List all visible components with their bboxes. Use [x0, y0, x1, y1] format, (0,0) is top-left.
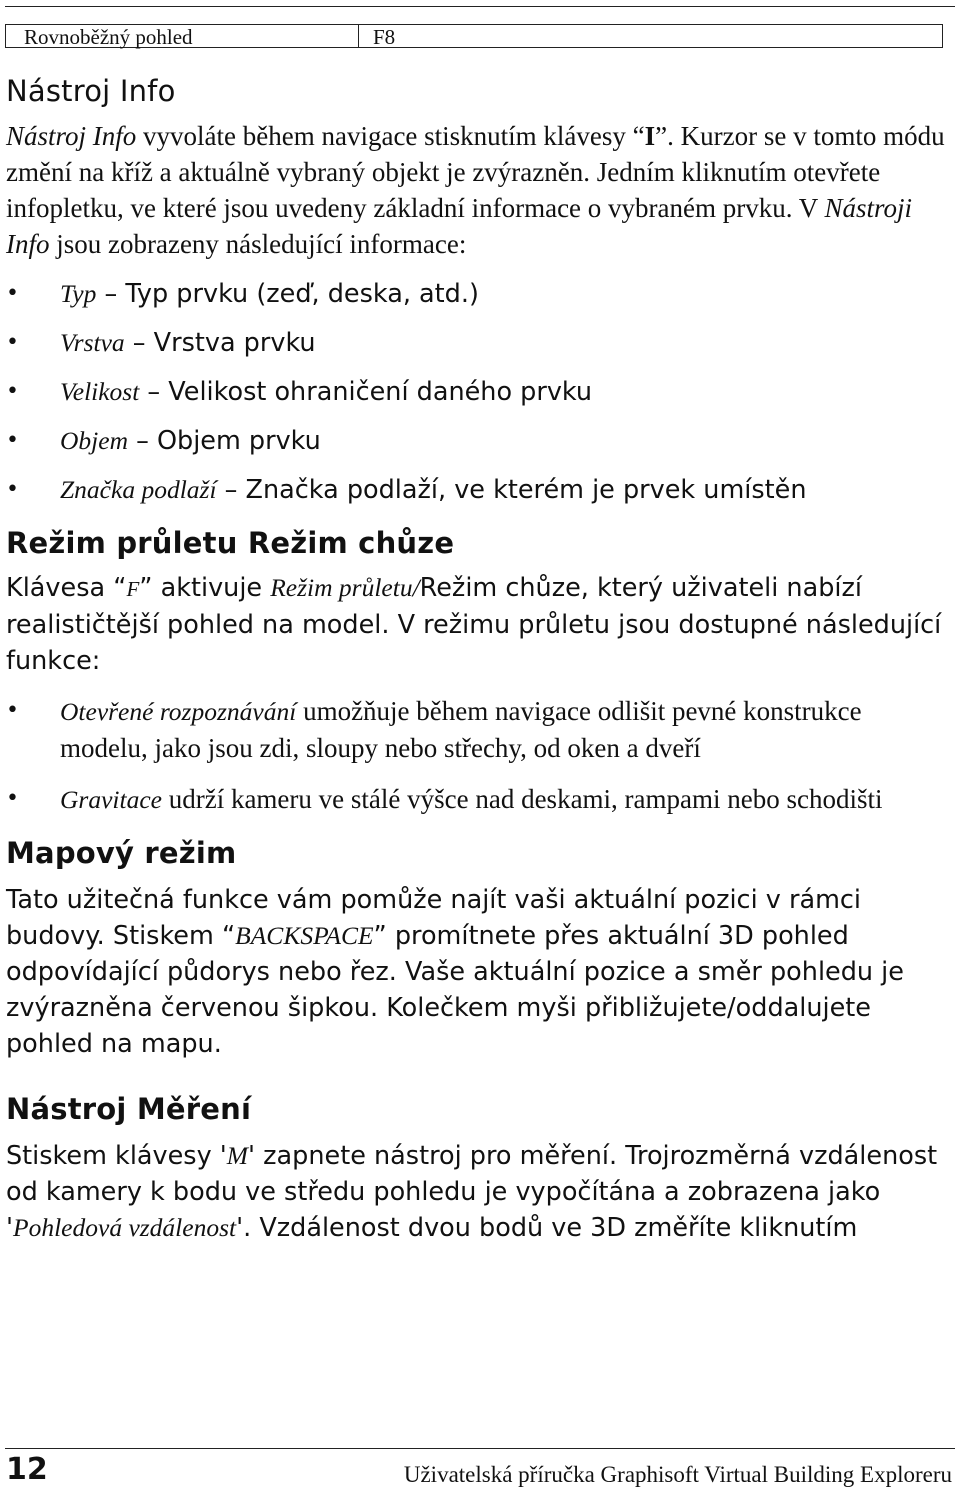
- list-desc: – Vrstva prvku: [124, 328, 316, 358]
- term-fly-mode: Režim průletu/: [270, 573, 420, 602]
- list-desc: – Velikost ohraničení daného prvku: [139, 377, 593, 407]
- text-run: Stiskem klávesy ': [6, 1141, 227, 1171]
- list-item: [6, 276, 954, 312]
- list-desc: udrží kameru ve stálé výšce nad deskami, rampami nebo schodišti: [161, 784, 883, 814]
- list-desc: – Značka podlaží, ve kterém je prvek umístěn: [216, 475, 807, 505]
- key-i: I: [644, 121, 656, 151]
- text-run: ' zapnete nástroj pro měření. Trojrozměrná vzdálenost od kamery k bodu ve středu pohledu je vypočítána a zobrazena jako ': [6, 1141, 938, 1243]
- list-item: [6, 423, 954, 459]
- list-desc: umožňuje během navigace odlišit pevné konstrukce modelu, jako jsou zdi, sloupy nebo střechy, od oken a dveří: [60, 696, 862, 763]
- header-section-title: Rovnoběžný pohled: [6, 25, 359, 47]
- fly-paragraph: [6, 570, 954, 679]
- header-shortcut-key: F8: [373, 25, 396, 49]
- text-run: ”. Kurzor se v tomto módu změní na kříž a aktuálně vybraný objekt je zvýrazněn. Jedním kliknutím otevřete infopletku, ve které jsou uvedeny základní informace o vybraném prvku. V: [6, 121, 945, 223]
- running-header: [5, 24, 943, 48]
- list-item: [6, 374, 954, 410]
- text-run: jsou zobrazeny následující informace:: [49, 229, 467, 259]
- text-run: ” promítnete přes aktuální 3D pohled odpovídající půdorys nebo řez. Vaše aktuální pozice a směr pohledu je zvýrazněna červenou šipkou. Kolečkem myši přibližujete/oddalujete pohled na mapu.: [6, 921, 904, 1059]
- key-backspace: BACKSPACE: [235, 921, 374, 950]
- list-item: [6, 781, 954, 818]
- term-info-tool-2: Nástroji Info: [6, 193, 913, 259]
- list-term: Otevřené rozpoznávání: [60, 697, 297, 726]
- heading-fly-mode: Režim průletu Režim chůze: [6, 526, 455, 560]
- term-info-tool: Nástroj Info: [6, 121, 137, 151]
- term-view-distance: Pohledová vzdálenost: [13, 1213, 237, 1242]
- page-content: [6, 70, 954, 1246]
- text-run: '. Vzdálenost dvou bodů ve 3D změříte kliknutím: [236, 1213, 858, 1243]
- list-desc: – Objem prvku: [127, 426, 321, 456]
- fly-list: [6, 693, 954, 818]
- key-m: M: [226, 1141, 249, 1170]
- text-run: Klávesa “: [6, 573, 127, 603]
- list-item: [6, 472, 954, 508]
- list-term: Velikost: [60, 377, 140, 406]
- page-number: 12: [6, 1452, 48, 1487]
- list-item: [6, 325, 954, 361]
- info-list: [6, 276, 954, 508]
- text-run: ” aktivuje: [139, 573, 271, 603]
- footer-rule: [5, 1448, 955, 1449]
- heading-info-tool: Nástroj Info: [6, 74, 176, 108]
- list-term: Gravitace: [60, 785, 162, 814]
- top-rule: [5, 6, 955, 7]
- list-item: [6, 693, 954, 767]
- list-term: Typ: [60, 279, 97, 308]
- book-title: Uživatelská příručka Graphisoft Virtual Building Exploreru: [403, 1462, 952, 1487]
- map-paragraph: [6, 882, 954, 1062]
- list-term: Vrstva: [60, 328, 125, 357]
- heading-measure-tool: Nástroj Měření: [6, 1092, 252, 1126]
- key-f: F: [126, 577, 140, 601]
- list-term: Značka podlaží: [60, 475, 217, 504]
- list-term: Objem: [60, 426, 128, 455]
- text-run: vyvoláte během navigace stisknutím klávesy “: [136, 121, 645, 151]
- heading-map-mode: Mapový režim: [6, 836, 237, 870]
- info-paragraph: [6, 118, 954, 262]
- text-run: Tato užitečná funkce vám pomůže najít vaši aktuální pozici v rámci budovy. Stiskem “: [6, 885, 862, 951]
- list-desc: – Typ prvku (zeď, deska, atd.): [96, 279, 479, 309]
- text-run: Režim chůze, který uživateli nabízí realističtější pohled na model. V režimu průletu jsou dostupné následující funkce:: [6, 573, 942, 676]
- measure-paragraph: [6, 1138, 954, 1246]
